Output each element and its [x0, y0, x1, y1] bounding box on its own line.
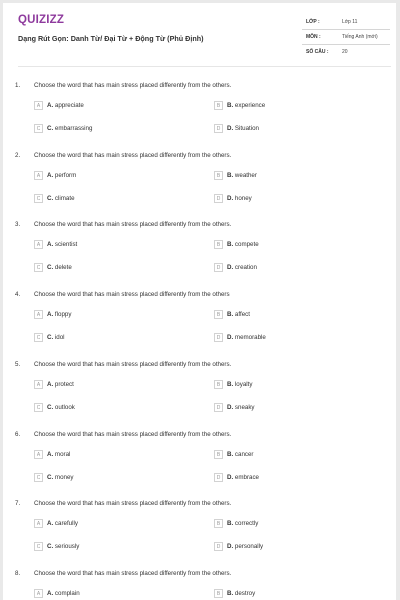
question-item	[3, 152, 396, 222]
option-word: protect	[54, 380, 74, 388]
option-letter-box[interactable]: B	[214, 101, 223, 110]
option-prefix: A.	[47, 241, 54, 249]
question-number: 1.	[15, 82, 21, 89]
option-word: weather	[234, 171, 257, 179]
option-prefix: D.	[227, 125, 234, 132]
option-word: delete	[54, 264, 72, 272]
option-prefix: C.	[47, 473, 54, 481]
option-prefix: D.	[227, 194, 234, 202]
option-word: outlook	[54, 403, 75, 411]
option-prefix: A.	[47, 520, 54, 528]
option-label	[47, 172, 76, 179]
option-prefix: C.	[47, 194, 54, 202]
option-letter-box[interactable]: D	[214, 542, 223, 551]
option-word: Situation	[234, 125, 260, 132]
option-label	[227, 590, 255, 597]
meta-label: LỚP :	[306, 19, 320, 25]
option-word: memorable	[234, 334, 266, 342]
option-prefix: B.	[227, 241, 234, 249]
option-word: seriously	[54, 543, 80, 551]
option-label	[227, 404, 255, 411]
option-letter-box[interactable]: C	[34, 542, 43, 551]
option-letter-box[interactable]: C	[34, 333, 43, 342]
option-word: money	[54, 473, 74, 481]
option-letter-box[interactable]: C	[34, 473, 43, 482]
option-label	[227, 520, 258, 527]
option-word: compete	[234, 241, 259, 249]
meta-value: Tiếng Anh (mới)	[342, 34, 378, 40]
option-label	[47, 381, 74, 388]
option-word: embarrassing	[54, 125, 93, 132]
option-word: embrace	[234, 473, 259, 481]
option-label	[227, 334, 266, 341]
option-prefix: D.	[227, 403, 234, 411]
question-item	[3, 500, 396, 570]
option-prefix: D.	[227, 334, 234, 342]
option-word: floppy	[54, 311, 72, 319]
meta-label: SỐ CÂU :	[306, 49, 329, 55]
option-prefix: B.	[227, 380, 234, 388]
option-label	[227, 381, 252, 388]
option-word: correctly	[234, 520, 259, 528]
option-prefix: C.	[47, 334, 54, 342]
option-word: perform	[54, 171, 77, 179]
option-label	[227, 264, 257, 271]
option-label	[47, 125, 92, 132]
option-letter-box[interactable]: D	[214, 403, 223, 412]
option-prefix: C.	[47, 264, 54, 272]
option-label	[47, 474, 74, 481]
question-item	[3, 291, 396, 361]
question-item	[3, 221, 396, 291]
option-letter-box[interactable]: B	[214, 171, 223, 180]
option-letter-box[interactable]: B	[214, 310, 223, 319]
question-number: 8.	[15, 569, 21, 577]
question-number: 7.	[15, 500, 21, 508]
option-letter-box[interactable]: A	[34, 380, 43, 389]
question-text: Choose the word that has main stress placed differently from the others	[34, 291, 230, 299]
question-text: Choose the word that has main stress placed differently from the others.	[34, 221, 232, 229]
question-text: Choose the word that has main stress placed differently from the others.	[34, 569, 232, 577]
option-letter-box[interactable]: A	[34, 101, 43, 110]
worksheet-meta-table	[302, 15, 390, 59]
option-letter-box[interactable]: D	[214, 124, 223, 133]
option-label	[47, 102, 84, 109]
option-letter-box[interactable]: A	[34, 240, 43, 249]
question-item	[3, 431, 396, 501]
option-word: experience	[234, 102, 266, 109]
option-letter-box[interactable]: D	[214, 263, 223, 272]
option-prefix: B.	[227, 102, 234, 109]
option-word: scientist	[54, 241, 78, 249]
option-letter-box[interactable]: C	[34, 124, 43, 133]
option-letter-box[interactable]: A	[34, 310, 43, 319]
option-word: moral	[54, 450, 71, 458]
option-label	[47, 404, 75, 411]
question-text: Choose the word that has main stress placed differently from the others.	[34, 151, 232, 159]
option-word: idol	[54, 334, 65, 342]
option-label	[47, 520, 78, 527]
option-letter-box[interactable]: D	[214, 473, 223, 482]
option-word: climate	[54, 194, 75, 202]
question-item	[3, 82, 396, 152]
option-label	[227, 195, 252, 202]
meta-value: 20	[342, 49, 348, 55]
option-letter-box[interactable]: D	[214, 333, 223, 342]
option-label	[47, 241, 77, 248]
option-word: destroy	[234, 589, 256, 597]
option-letter-box[interactable]: D	[214, 194, 223, 203]
option-letter-box[interactable]: B	[214, 240, 223, 249]
question-number: 3.	[15, 221, 21, 229]
question-number: 6.	[15, 430, 21, 438]
question-number: 4.	[15, 291, 21, 299]
option-prefix: D.	[227, 264, 234, 272]
option-word: carefully	[54, 520, 78, 528]
option-letter-box[interactable]: B	[214, 450, 223, 459]
option-letter-box[interactable]: B	[214, 589, 223, 598]
option-prefix: B.	[227, 171, 234, 179]
worksheet-page	[3, 3, 396, 600]
option-prefix: A.	[47, 589, 54, 597]
option-word: complain	[54, 589, 80, 597]
option-prefix: C.	[47, 125, 54, 132]
option-label	[227, 125, 259, 132]
question-number: 2.	[15, 151, 21, 159]
question-number: 5.	[15, 360, 21, 368]
option-word: affect	[234, 311, 250, 319]
option-letter-box[interactable]: B	[214, 519, 223, 528]
option-label	[47, 590, 80, 597]
option-letter-box[interactable]: C	[34, 403, 43, 412]
option-prefix: B.	[227, 311, 234, 319]
option-label	[47, 334, 65, 341]
worksheet-title: Dạng Rút Gọn: Danh Từ/ Đại Từ + Động Từ (Phủ Định)	[18, 34, 204, 43]
option-label	[227, 241, 259, 248]
option-word: personally	[234, 543, 264, 551]
option-word: sneaky	[234, 403, 255, 411]
question-item	[3, 361, 396, 431]
option-letter-box[interactable]: A	[34, 450, 43, 459]
option-letter-box[interactable]: A	[34, 171, 43, 180]
meta-row-question-count	[302, 45, 390, 59]
option-letter-box[interactable]: C	[34, 194, 43, 203]
option-label	[47, 543, 79, 550]
option-prefix: B.	[227, 450, 234, 458]
option-label	[47, 264, 72, 271]
option-label	[227, 543, 263, 550]
option-label	[227, 102, 265, 109]
option-label	[227, 474, 259, 481]
option-label	[47, 311, 71, 318]
meta-row-grade	[302, 15, 390, 30]
question-item	[3, 570, 396, 600]
option-prefix: A.	[47, 102, 54, 109]
option-prefix: D.	[227, 473, 234, 481]
question-text: Choose the word that has main stress placed differently from the others.	[34, 82, 232, 89]
option-label	[227, 451, 254, 458]
option-word: loyalty	[234, 380, 253, 388]
meta-value: Lớp 11	[342, 19, 358, 25]
option-word: honey	[234, 194, 252, 202]
option-letter-box[interactable]: A	[34, 589, 43, 598]
question-text: Choose the word that has main stress placed differently from the others.	[34, 500, 232, 508]
question-text: Choose the word that has main stress placed differently from the others.	[34, 430, 232, 438]
option-letter-box[interactable]: C	[34, 263, 43, 272]
option-label	[47, 451, 70, 458]
option-prefix: B.	[227, 520, 234, 528]
option-word: cancer	[234, 450, 254, 458]
option-label	[227, 311, 250, 318]
option-prefix: A.	[47, 450, 54, 458]
option-word: creation	[234, 264, 257, 272]
option-prefix: D.	[227, 543, 234, 551]
header-divider	[18, 66, 391, 67]
option-prefix: A.	[47, 171, 54, 179]
option-prefix: B.	[227, 589, 234, 597]
option-label	[47, 195, 75, 202]
question-text: Choose the word that has main stress placed differently from the others.	[34, 360, 232, 368]
meta-label: MÔN :	[306, 34, 321, 40]
option-prefix: A.	[47, 380, 54, 388]
option-prefix: C.	[47, 543, 54, 551]
option-prefix: A.	[47, 311, 54, 319]
option-label	[227, 172, 257, 179]
meta-row-subject	[302, 30, 390, 45]
option-letter-box[interactable]: B	[214, 380, 223, 389]
option-word: appreciate	[54, 102, 84, 109]
option-letter-box[interactable]: A	[34, 519, 43, 528]
option-prefix: C.	[47, 403, 54, 411]
quizizz-logo: QUIZIZZ	[18, 14, 65, 26]
